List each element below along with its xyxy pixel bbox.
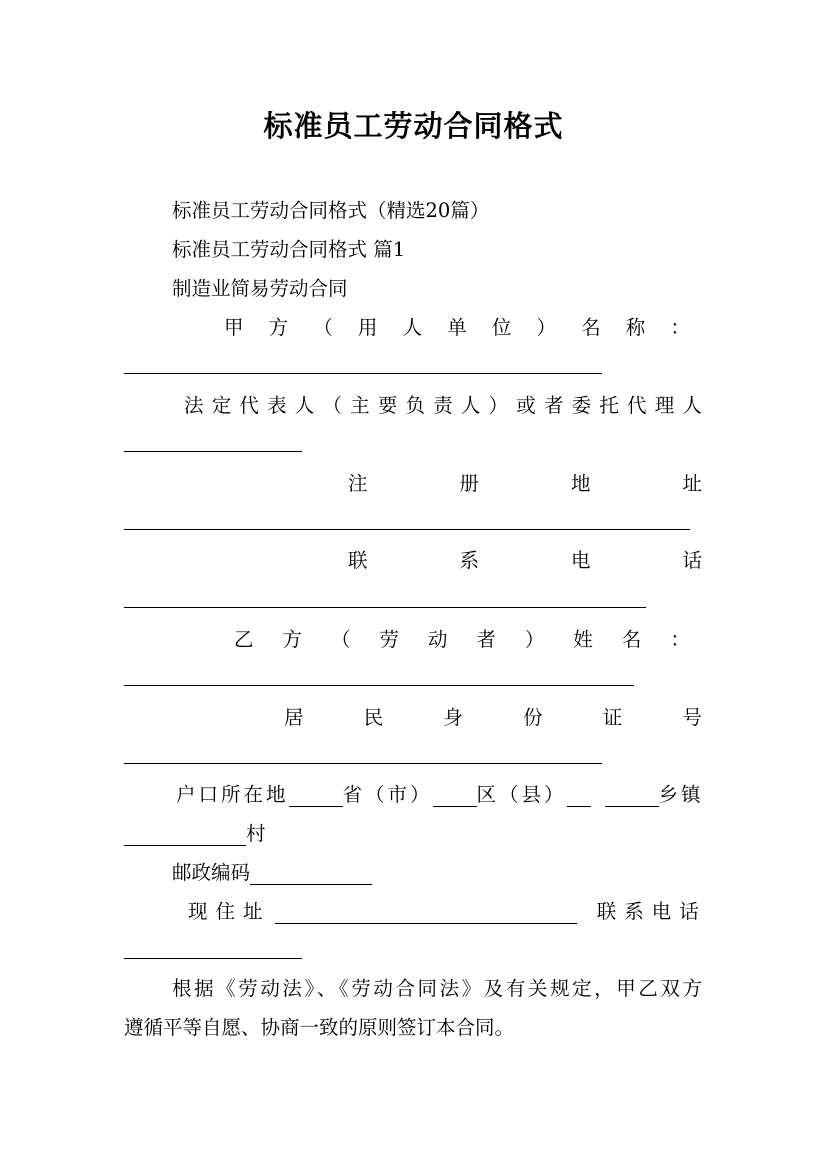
legal-basis-paragraph-line1: 根据《劳动法》、《劳动合同法》及有关规定，甲乙双方 [172, 977, 702, 1000]
registered-address-label [348, 472, 702, 496]
label-char: ： [670, 628, 690, 651]
label-char: 名 [581, 316, 601, 339]
label-char: 用 [357, 316, 378, 339]
village-label: 村 [246, 822, 266, 845]
province-blank [289, 785, 343, 807]
party-b-name-label [234, 628, 690, 652]
label-char: 主 [350, 394, 370, 417]
label-char: ） [536, 316, 556, 339]
legal-representative-blank [124, 451, 302, 452]
label-char: （ [313, 316, 333, 339]
label-char: 表 [267, 394, 287, 417]
hukou-label: 户口所在地 [176, 783, 289, 806]
label-char: 址 [682, 472, 702, 495]
label-char: 注 [348, 472, 368, 495]
town-blank [605, 785, 659, 807]
label-char: 居 [284, 706, 304, 729]
section-heading: 标准员工劳动合同格式 篇1 [172, 238, 406, 261]
party-b-name-blank [124, 685, 634, 686]
hukou-line [176, 783, 704, 807]
registered-address-blank [124, 529, 690, 530]
label-char: 或 [516, 394, 536, 417]
legal-representative-label [184, 394, 702, 418]
contract-subtitle: 制造业简易劳动合同 [172, 277, 348, 300]
label-char: 负 [405, 394, 426, 417]
village-blank [124, 824, 246, 846]
label-char: 位 [491, 316, 512, 339]
label-char: 人 [402, 316, 423, 339]
label-char: 委 [571, 394, 592, 417]
label-char: 民 [363, 706, 384, 729]
current-address-label: 现住址 [188, 900, 271, 923]
label-char: 甲 [224, 316, 244, 339]
label-char: 人 [460, 394, 481, 417]
current-address-line [188, 900, 707, 924]
label-char: 者 [543, 394, 564, 417]
document-title: 标准员工劳动合同格式 [263, 109, 564, 143]
label-char: （ [322, 394, 342, 417]
label-char: 名 [621, 628, 642, 651]
id-number-blank [124, 763, 602, 764]
label-char: （ [330, 628, 351, 651]
label-char: 地 [570, 472, 591, 495]
label-char: 托 [599, 394, 619, 417]
label-char: 责 [433, 394, 453, 417]
label-char: 姓 [573, 628, 593, 651]
label-char: 证 [602, 706, 623, 729]
label-char: 份 [523, 706, 543, 729]
postcode-blank [250, 863, 372, 885]
province-label: 省（市） [342, 783, 433, 806]
label-char: 代 [239, 394, 259, 417]
label-char: 法 [184, 394, 204, 417]
town-label: 乡镇 [658, 783, 704, 806]
current-address-blank [275, 902, 577, 924]
label-char: 人 [294, 394, 315, 417]
label-char: 电 [570, 549, 591, 572]
label-char: ） [524, 628, 545, 651]
label-char: 者 [476, 628, 496, 651]
id-number-label [284, 706, 702, 730]
label-char: 代 [627, 394, 647, 417]
label-char: 动 [427, 628, 448, 651]
label-char: 要 [377, 394, 398, 417]
label-char: 系 [459, 549, 479, 572]
label-char: 人 [682, 394, 702, 417]
label-char: 方 [282, 628, 302, 651]
party-b-phone-label: 联系电话 [596, 900, 707, 923]
postcode-line [172, 861, 372, 885]
district-blank [433, 785, 477, 807]
label-char: 称 [625, 316, 646, 339]
party-a-name-label [224, 316, 690, 340]
party-a-phone-blank [124, 607, 646, 608]
label-char: 话 [682, 549, 702, 572]
legal-basis-paragraph-line2: 遵循平等自愿、协商一致的原则签订本合同。 [124, 1016, 515, 1039]
label-char: 联 [348, 549, 368, 572]
label-char: 册 [459, 472, 479, 495]
party-a-phone-label [348, 549, 702, 573]
party-b-phone-blank [124, 958, 302, 959]
label-char: 劳 [379, 628, 399, 651]
label-char: 方 [268, 316, 289, 339]
label-char: 定 [211, 394, 232, 417]
label-char: ） [488, 394, 509, 417]
label-char: 号 [682, 706, 702, 729]
label-char: 身 [443, 706, 463, 729]
party-a-name-blank [124, 373, 602, 374]
postcode-label: 邮政编码 [172, 861, 251, 884]
village-line [124, 822, 266, 846]
intro-line: 标准员工劳动合同格式（精选20篇） [172, 199, 490, 222]
label-char: 理 [654, 394, 675, 417]
district-label: 区（县） [476, 783, 567, 806]
label-char: ： [670, 316, 690, 339]
district-blank-2 [567, 785, 591, 807]
label-char: 单 [447, 316, 467, 339]
label-char: 乙 [234, 628, 254, 651]
